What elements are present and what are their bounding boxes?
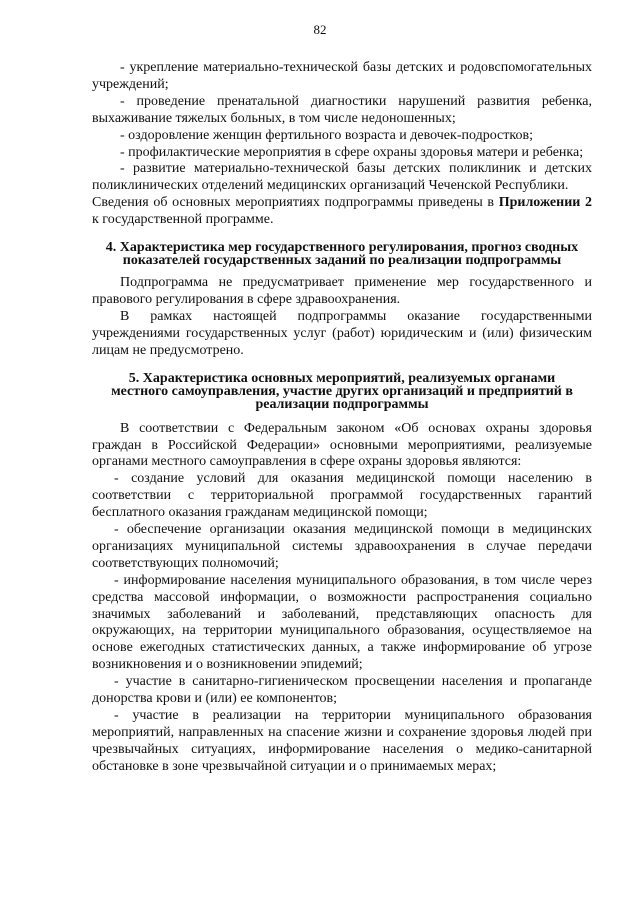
list-item: - создание условий для оказания медицинской помощи населению в соответствии с территориальной программой государственных гарантий бесплатного оказания гражданам медицинской помощи; (92, 471, 592, 521)
annex-text-before: Сведения об основных мероприятиях подпрограммы приведены в (92, 195, 499, 211)
section-4-heading: 4. Характеристика мер государственного регулирования, прогноз сводных показателей государственных заданий по реализации подпрограммы (105, 240, 579, 269)
paragraph: В рамках настоящей подпрограммы оказание государственными учреждениями государственных услуг (работ) юридическим и (или) физическим лицам не предусмотрено. (92, 308, 592, 358)
list-item: - развитие материально-технической базы детских поликлиник и детских поликлинических отделений медицинских организаций Чеченской Республики. (92, 161, 592, 194)
paragraph: В соответствии с Федеральным законом «Об основах охраны здоровья граждан в Российской Федерации» основными мероприятиями, реализуемые органами местного самоуправления в сфере охраны здоровья являются: (92, 420, 592, 470)
annex-link-text: Приложении 2 (498, 195, 592, 211)
page-body (92, 60, 592, 776)
list-item: - участие в реализации на территории муниципального образования мероприятий, направленных на спасение жизни и сохранение здоровья людей при чрезвычайных ситуациях, информирование населения о медико-санитарной обстановке в зоне чрезвычайной ситуации и о принимаемых мерах; (92, 708, 592, 774)
list-item: - проведение пренатальной диагностики нарушений развития ребенка, выхаживание тяжелых больных, в том числе недоношенных; (92, 93, 592, 126)
annex-reference (92, 195, 592, 229)
page-number: 82 (313, 22, 327, 37)
list-item: - участие в санитарно-гигиеническом просвещении населения и пропаганде донорства крови и (или) ее компонентов; (92, 674, 592, 707)
list-item: - оздоровление женщин фертильного возраста и девочек-подростков; (120, 127, 533, 143)
section-5-heading: 5. Характеристика основных мероприятий, реализуемых органами местного самоуправления, участие других организаций и предприятий в реализации подпрограммы (111, 370, 573, 412)
paragraph: Подпрограмма не предусматривает применение мер государственного и правового регулирования в сфере здравоохранения. (92, 275, 592, 307)
list-item: - обеспечение организации оказания медицинской помощи в медицинских организациях муниципальной системы здравоохранения в случае передачи соответствующих полномочий; (92, 522, 592, 571)
list-item: - профилактические мероприятия в сфере охраны здоровья матери и ребенка; (120, 144, 584, 160)
list-item: - информирование населения муниципального образования, в том числе через средства массовой информации, о возможности распространения социально значимых заболеваний и заболеваний, представляющих опасность для окружающих, на территории муниципального образования, осуществляемое на основе ежегодных статистических данных, а также информирование об угрозе возникновения и о возникновении эпидемий; (92, 572, 592, 673)
annex-text-after: к государственной программе. (92, 212, 274, 228)
list-item: - укрепление материально-технической базы детских и родовспомогательных учреждений; (92, 60, 592, 92)
